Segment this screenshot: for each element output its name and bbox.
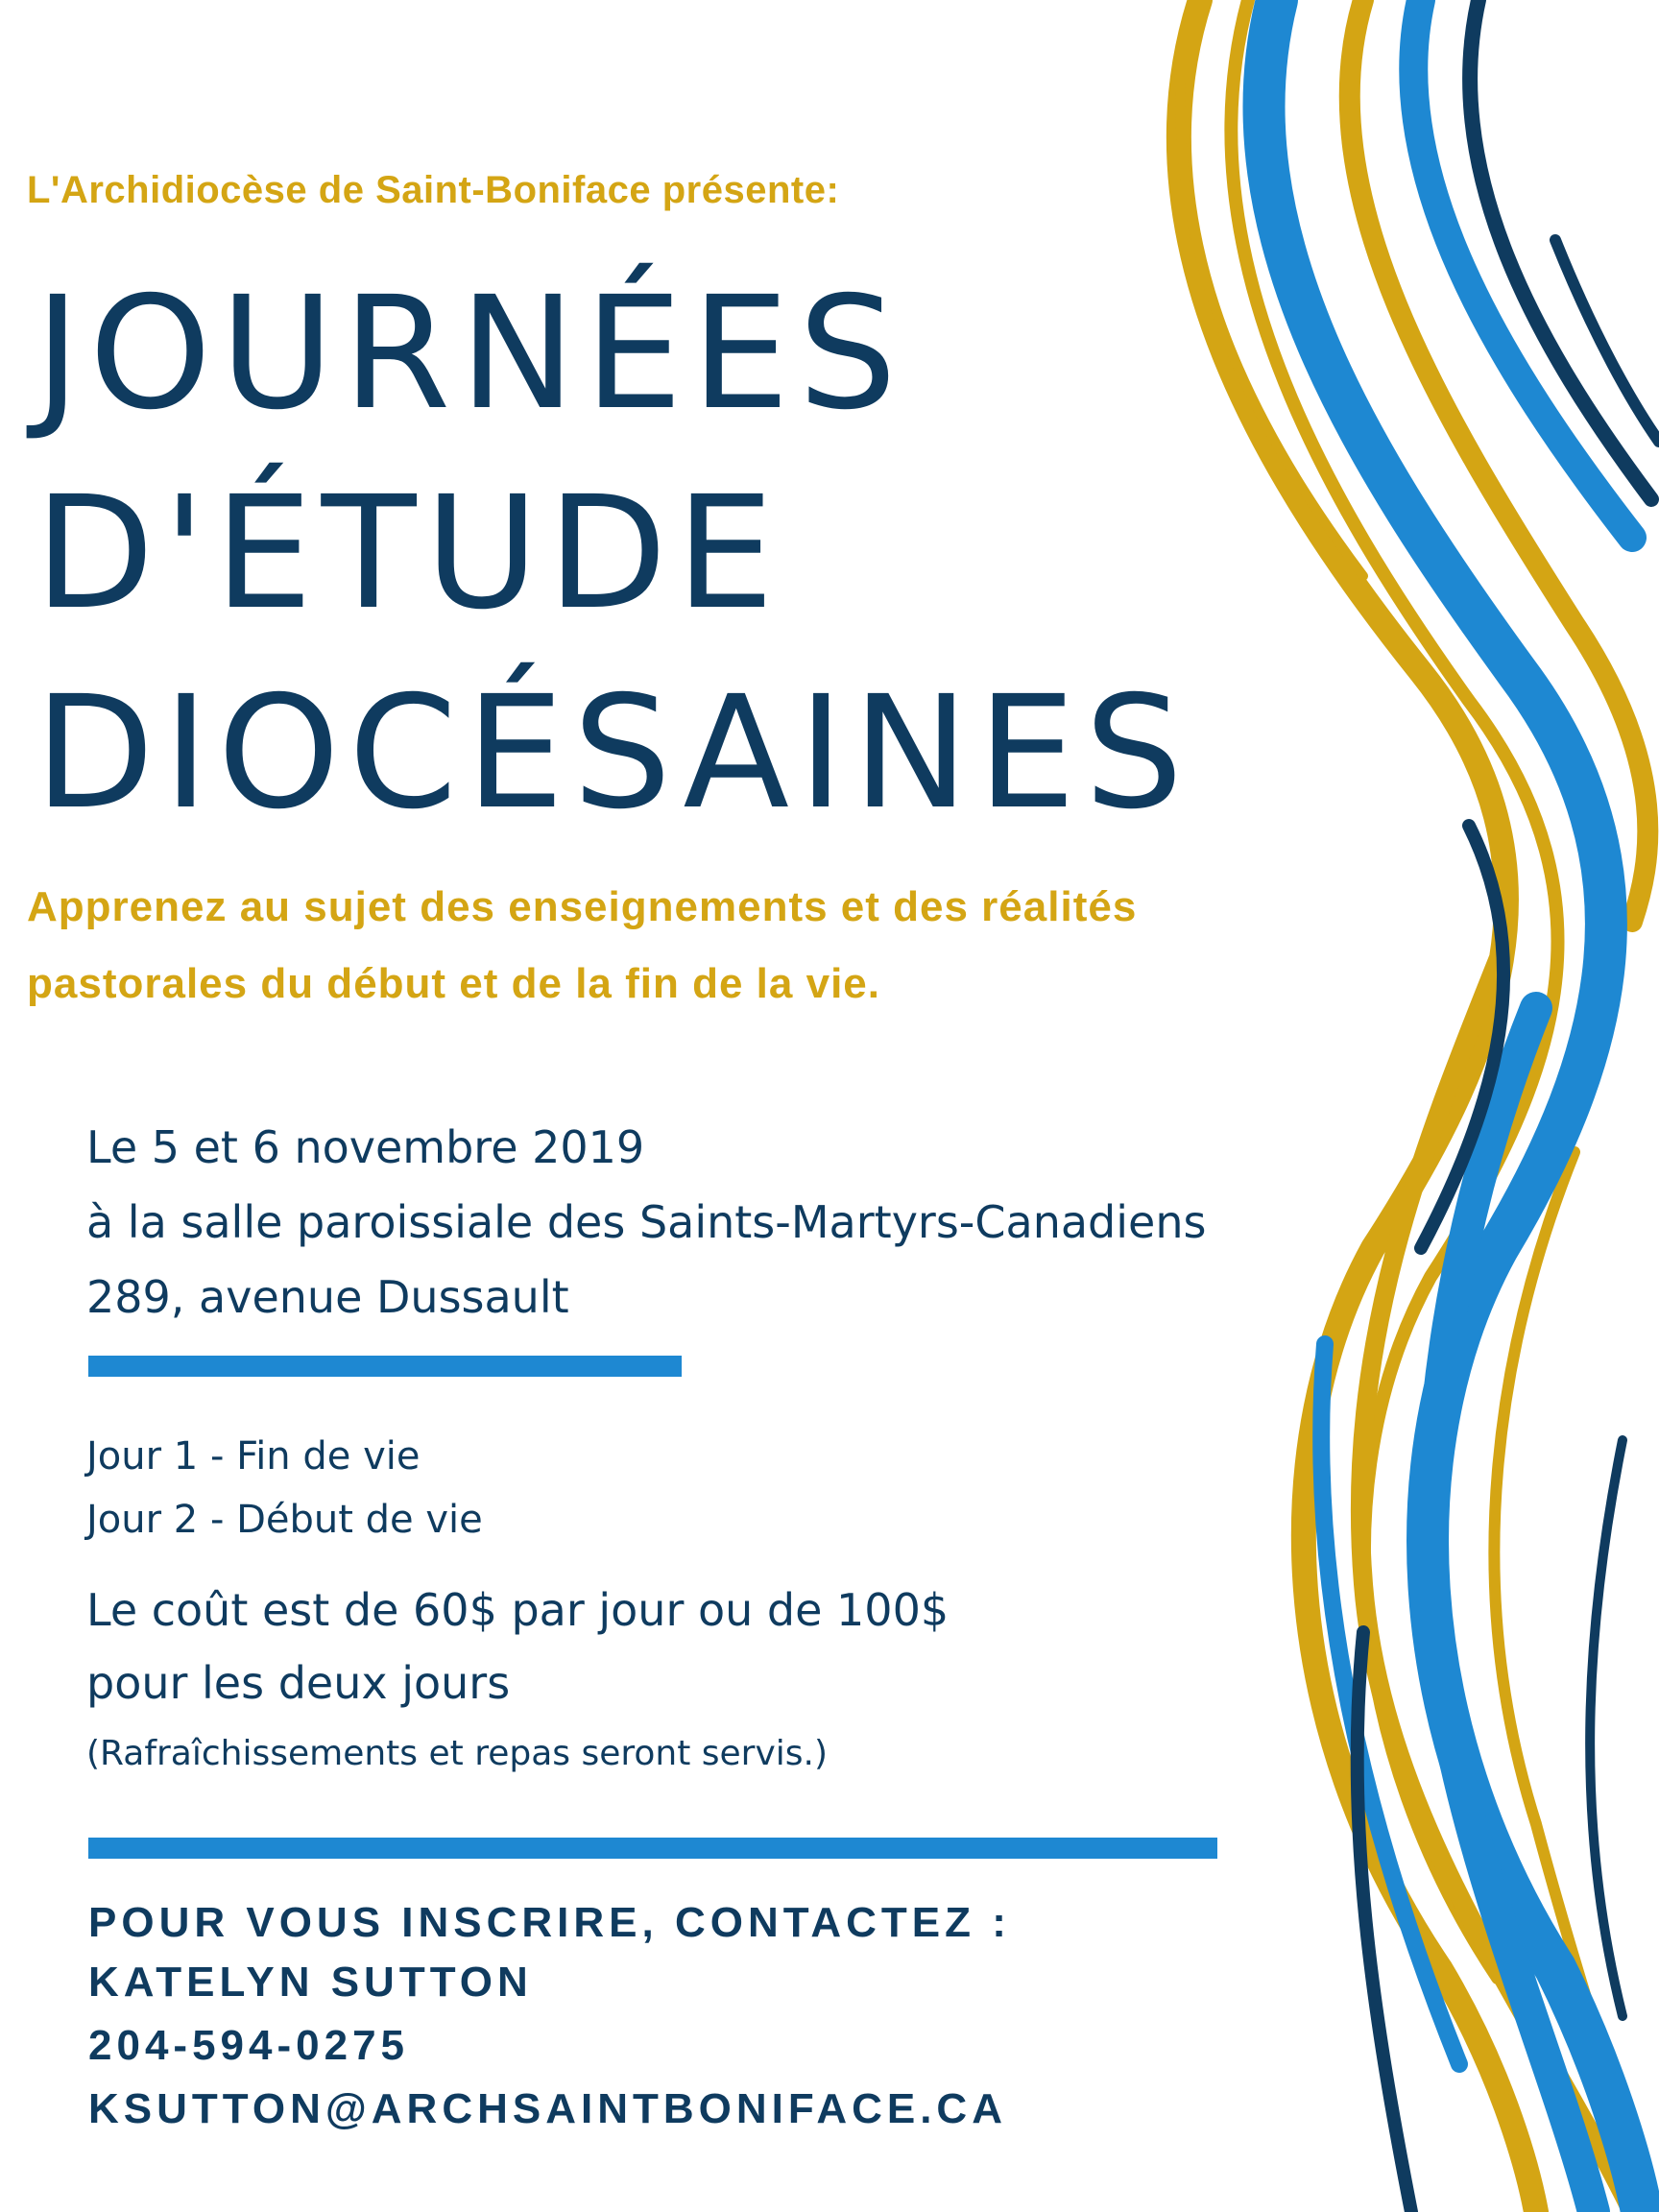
title-line-3: DIOCÉSAINES [35, 663, 1192, 844]
contact-name: KATELYN SUTTON [88, 1959, 533, 2006]
divider-short [88, 1356, 682, 1377]
divider-long [88, 1838, 1217, 1859]
event-address: 289, avenue Dussault [86, 1271, 569, 1323]
contact-heading: POUR VOUS INSCRIRE, CONTACTEZ : [88, 1899, 1011, 1946]
contact-phone: 204-594-0275 [88, 2022, 410, 2069]
cost-line-2: pour les deux jours [86, 1657, 511, 1709]
presenter-line: L'Archidiocèse de Saint-Boniface présente: [27, 169, 840, 211]
cost-note: (Rafraîchissements et repas seront servis.) [86, 1734, 829, 1773]
event-venue: à la salle paroissiale des Saints-Martyrs-Canadiens [86, 1196, 1207, 1248]
schedule-day-2: Jour 2 - Début de vie [86, 1498, 483, 1542]
subtitle-line-1: Apprenez au sujet des enseignements et des réalités [27, 883, 1138, 930]
title-line-1: JOURNÉES [35, 264, 906, 445]
subtitle-line-2: pastorales du début et de la fin de la vie. [27, 960, 880, 1007]
title-line-2: D'ÉTUDE [35, 464, 783, 644]
contact-email: KSUTTON@ARCHSAINTBONIFACE.CA [88, 2085, 1007, 2132]
cost-line-1: Le coût est de 60$ par jour ou de 100$ [86, 1584, 950, 1636]
event-date: Le 5 et 6 novembre 2019 [86, 1121, 645, 1173]
schedule-day-1: Jour 1 - Fin de vie [86, 1434, 421, 1479]
